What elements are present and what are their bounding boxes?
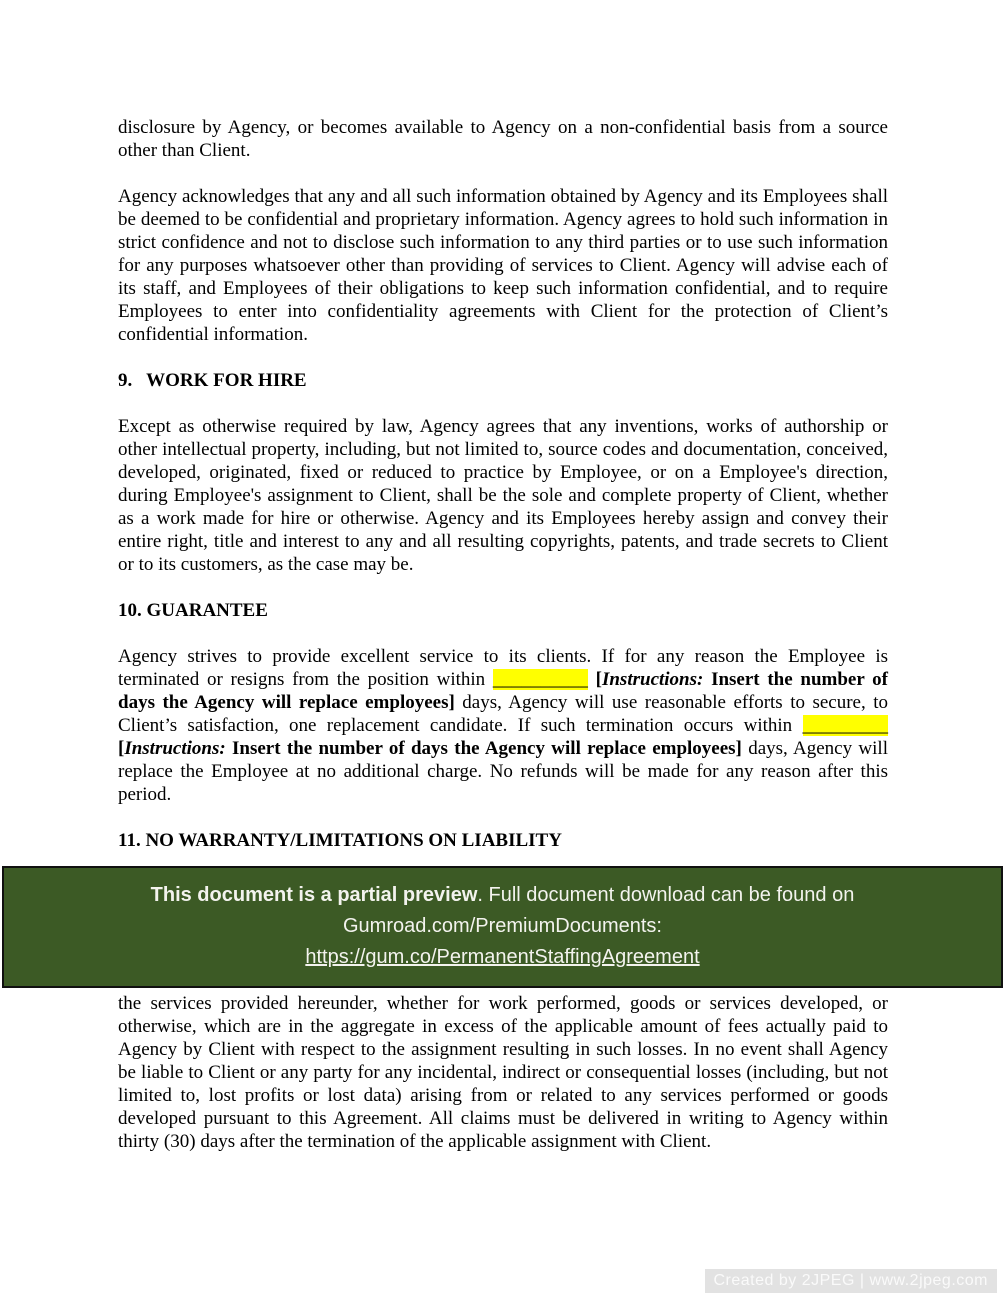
heading-guarantee: 10. GUARANTEE — [118, 600, 268, 621]
heading-work-for-hire: 9. WORK FOR HIRE — [118, 370, 307, 391]
paragraph-work-for-hire: Except as otherwise required by law, Agency agrees that any inventions, works of authorship or other intellectual property, including, but not limited to, source codes and documentation, conceived, developed, originated, fixed or reduced to practice by Employee, or on a Employee's direction, during Employee's assignment to Client, shall be the sole and complete property of Client, whether as a work made for hire or otherwise. Agency and its Employees hereby assign and convey their entire right, title and interest to any and all resulting copyrights, patents, and trade secrets to Client or to its customers, as the case may be. — [118, 416, 888, 575]
banner-line-3 — [34, 942, 971, 973]
banner-gumroad-text: Gumroad.com/PremiumDocuments: — [343, 915, 662, 937]
paragraph-nonconfidential-source: disclosure by Agency, or becomes available to Agency on a non-confidential basis from a source other than Client. — [118, 117, 888, 161]
paragraph-liability: the services provided hereunder, whether for work performed, goods or services developed, or otherwise, which are in the aggregate in excess of the applicable amount of fees actually paid to Agency by Client with respect to the assignment resulting in such losses. In no event shall Agency be liable to Client or any party for any incidental, indirect or consequential losses (including, but not limited to, lost profits or lost data) arising from or related to any services performed or goods developed pursuant to this Agreement. All claims must be delivered in writing to Agency within thirty (30) days after the termination of the applicable assignment with Client. — [118, 993, 888, 1152]
preview-banner — [2, 866, 1003, 988]
document-body-lower — [0, 992, 1005, 1153]
paragraph-confidentiality: Agency acknowledges that any and all such information obtained by Agency and its Employees shall be deemed to be confidential and proprietary information. Agency agrees to hold such information in strict confidence and not to disclose such information to any third parties or to use such information for any purposes whatsoever other than providing of services to Client. Agency will advise each of its staff, and Employees of their obligations to keep such information confidential, and to require Employees to enter into confidentiality agreements with Client for the protection of Client’s confidential information. — [118, 186, 888, 345]
heading-no-warranty: 11. NO WARRANTY/LIMITATIONS ON LIABILITY — [118, 830, 562, 851]
banner-download-link[interactable]: https://gum.co/PermanentStaffingAgreement — [305, 946, 700, 968]
banner-partial-preview-text: This document is a partial preview — [150, 884, 478, 906]
paragraph-guarantee: Agency strives to provide excellent service to its clients. If for any reason the Employee is terminated or resigns from the position within __________ [Instructions: Insert the number of days the Agency will replace employees] days, Agency will use reasonable efforts to secure, to Client’s satisfaction, one replacement candidate. If such termination occurs within _________ [Instructions: Insert the number of days the Agency will replace employees] days, Agency will replace the Employee at no additional charge. No refunds will be made for any reason after this period. — [118, 646, 888, 805]
banner-full-download-text: . Full document download can be found on — [477, 884, 855, 906]
watermark-credit: Created by 2JPEG | www.2jpeg.com — [705, 1269, 998, 1293]
banner-line-1 — [34, 880, 971, 911]
